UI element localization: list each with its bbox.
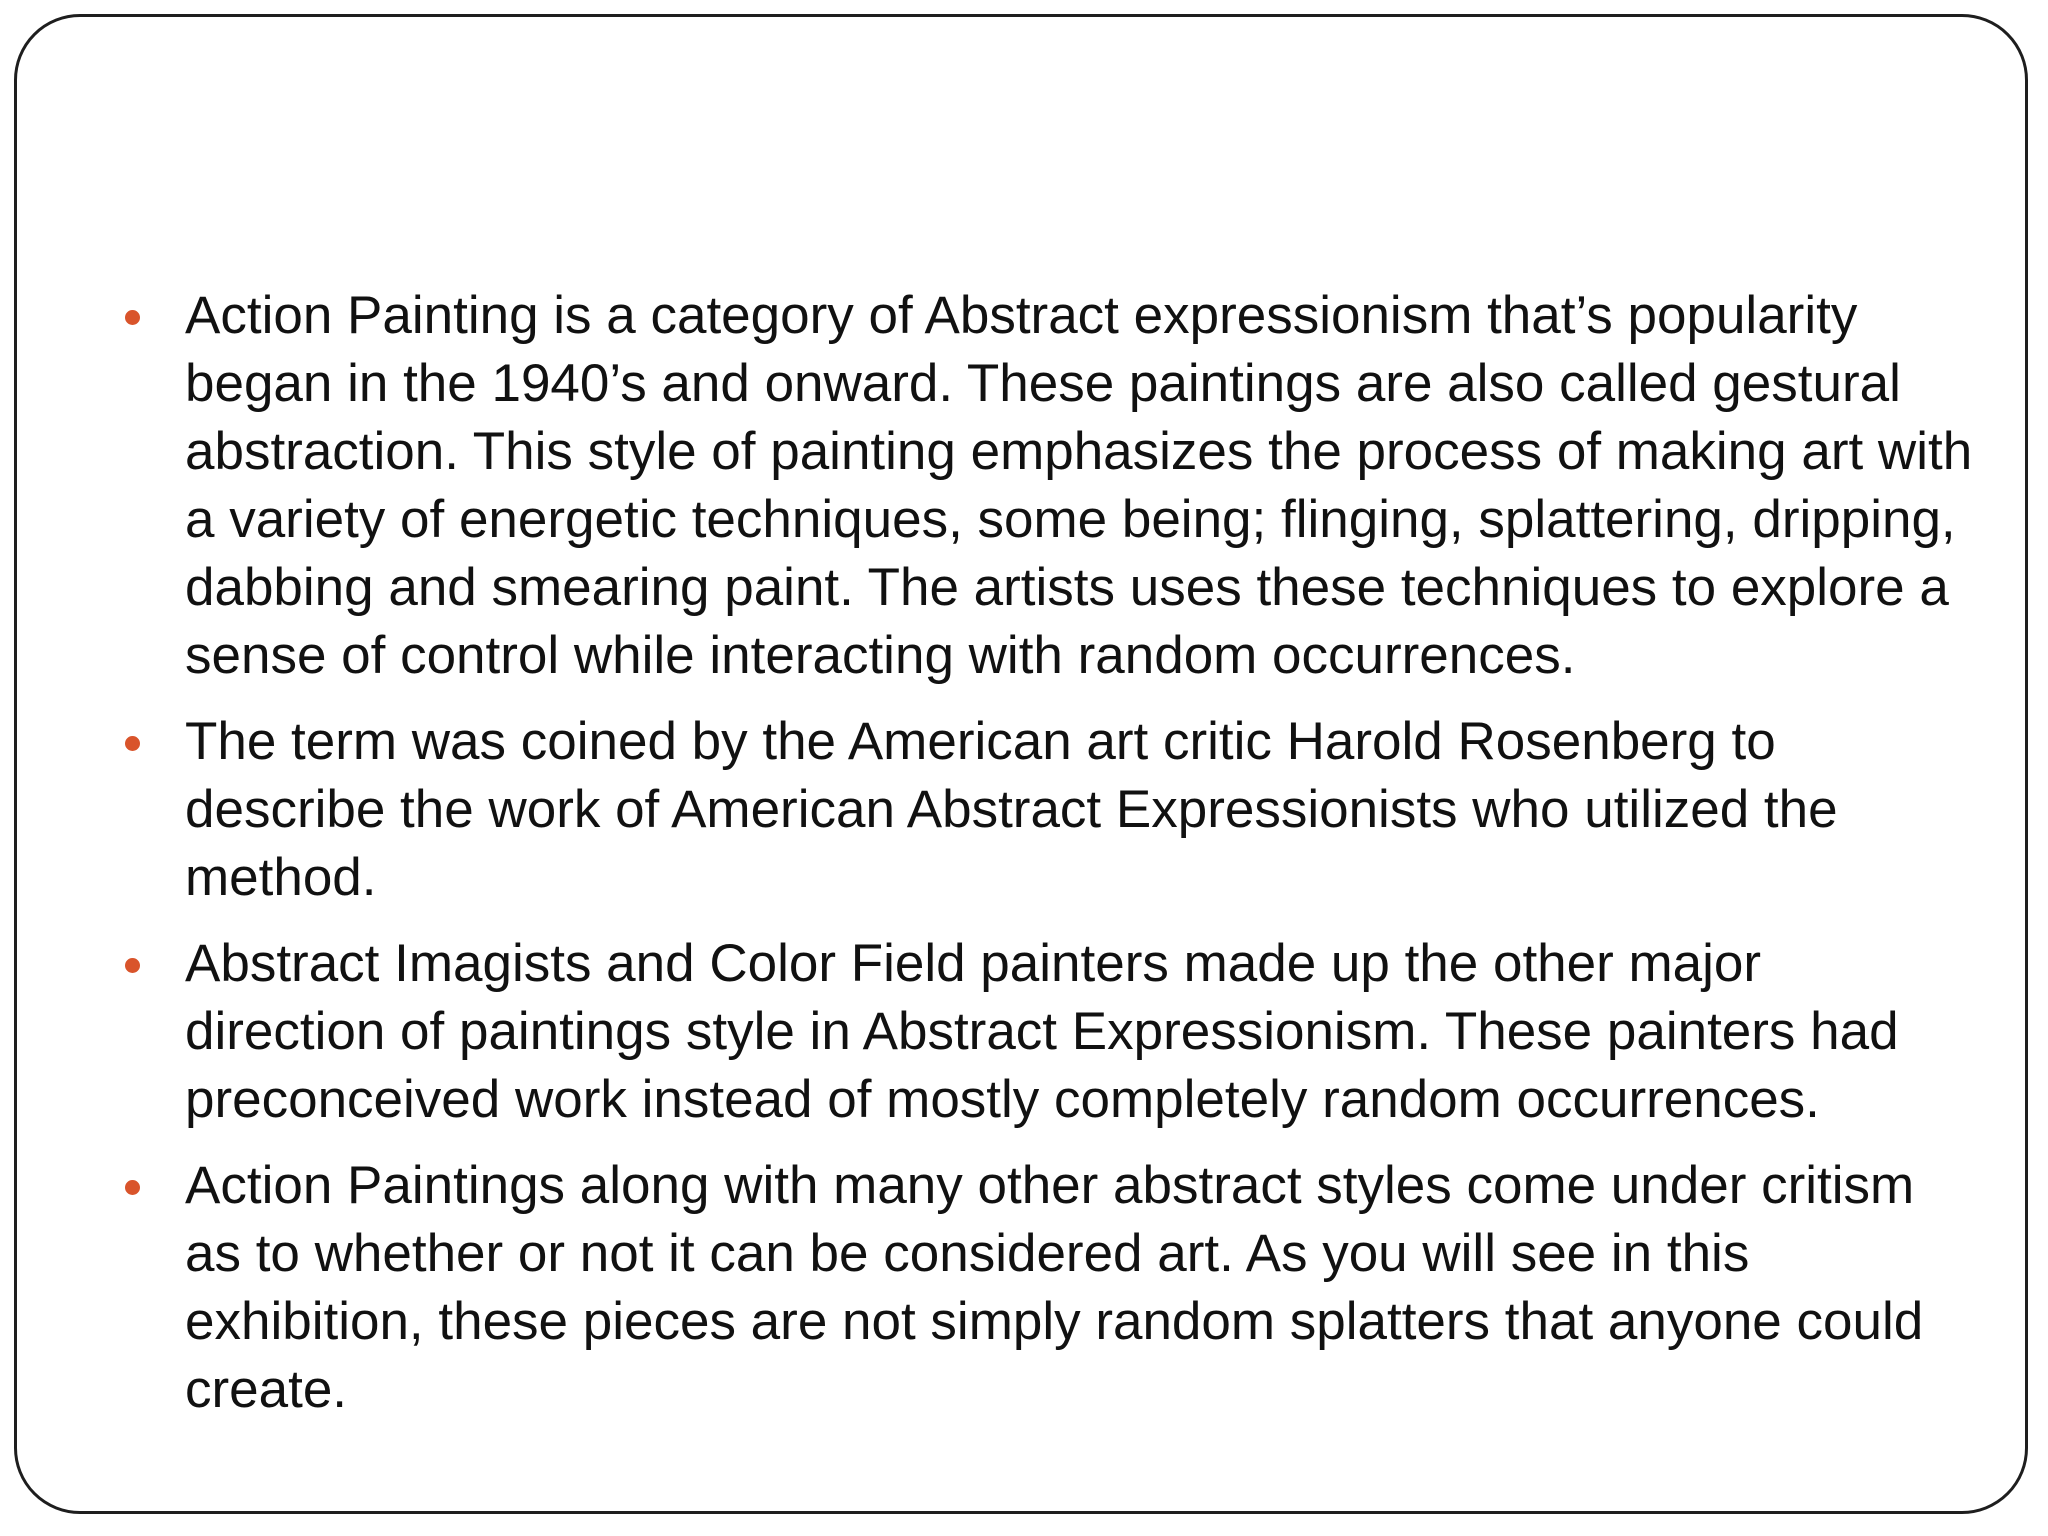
bullet-item <box>185 282 1975 690</box>
bullet-text: Abstract Imagists and Color Field painters made up the other major direction of paintings style in Abstract Expressionism. These painters had preconceived work instead of mostly completely random occurrences. <box>185 934 1899 1129</box>
bullet-dot-icon <box>125 1180 140 1195</box>
bullet-list <box>185 282 1975 1442</box>
bullet-text: The term was coined by the American art critic Harold Rosenberg to describe the work of American Abstract Expressionists who utilized the method. <box>185 712 1838 907</box>
bullet-item <box>185 930 1975 1134</box>
bullet-dot-icon <box>125 310 140 325</box>
bullet-dot-icon <box>125 736 140 751</box>
bullet-text: Action Paintings along with many other abstract styles come under critism as to whether or not it can be considered art. As you will see in this exhibition, these pieces are not simply random splatters that anyone could create. <box>185 1156 1924 1419</box>
bullet-dot-icon <box>125 958 140 973</box>
bullet-text: Action Painting is a category of Abstract expressionism that’s popularity began in the 1940’s and onward. These paintings are also called gestural abstraction. This style of painting emphasizes the process of making art with a variety of energetic techniques, some being; flinging, splattering, dripping, dabbing and smearing paint. The artists uses these techniques to explore a sense of control while interacting with random occurrences. <box>185 286 1973 685</box>
bullet-item <box>185 708 1975 912</box>
bullet-item <box>185 1152 1975 1424</box>
